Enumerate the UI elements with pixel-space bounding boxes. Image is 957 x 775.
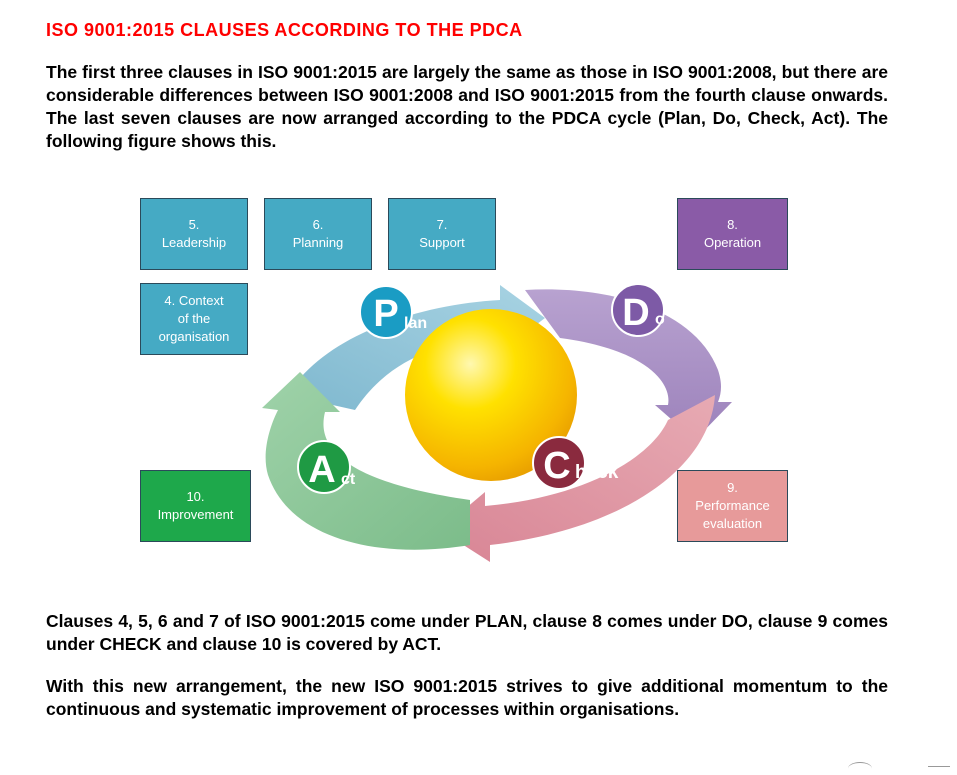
box-context-line1: 4. Context [164,293,224,308]
corner-line-decoration [928,766,950,767]
plan-rest: lan [404,315,428,332]
box-planning [264,198,372,270]
box-operation-label: Operation [703,235,762,250]
act-initial: A [308,449,336,491]
box-performance-label2: evaluation [702,516,763,531]
corner-mark-decoration [848,762,872,775]
box-context-line3: organisation [158,329,230,344]
summary-paragraph: Clauses 4, 5, 6 and 7 of ISO 9001:2015 come under PLAN, clause 8 comes under DO, clause 9 comes under CHECK and clause 10 is covered by ACT. [46,611,888,654]
box-performance [677,470,788,542]
box-performance-label1: Performance [695,498,770,513]
box-improvement-label: Improvement [157,507,234,522]
box-leadership [140,198,248,270]
do-rest: o [655,311,665,328]
box-performance-number: 9. [727,480,738,495]
intro-paragraph: The first three clauses in ISO 9001:2015 are largely the same as those in ISO 9001:2008, but there are considerable differences between ISO 9001:2008 and ISO 9001:2015 from the fourth clause onwards. The last seven clauses are now arranged according to the PDCA cycle (Plan, Do, Check, Act). The following figure shows this. [46,62,888,151]
box-leadership-number: 5. [188,217,200,232]
box-operation-number: 8. [727,217,738,232]
box-operation [677,198,788,270]
do-initial: D [622,292,650,334]
box-planning-number: 6. [312,217,324,232]
box-support-number: 7. [436,217,448,232]
box-improvement [140,470,251,542]
page-title: ISO 9001:2015 CLAUSES ACCORDING TO THE PDCA [46,20,523,40]
box-improvement-number: 10. [186,489,205,504]
act-rest: ct [341,471,356,488]
closing-paragraph: With this new arrangement, the new ISO 9001:2015 strives to give additional momentum to the continuous and systematic improvement of processes within organisations. [46,676,888,719]
check-initial: C [543,445,571,487]
box-support [388,198,496,270]
box-context [140,283,248,355]
check-rest: heck [575,462,619,483]
plan-initial: P [373,293,399,335]
box-context-line2: of the [177,311,211,326]
box-support-label: Support [419,235,465,250]
box-planning-label: Planning [292,235,344,250]
box-leadership-label: Leadership [161,235,227,250]
